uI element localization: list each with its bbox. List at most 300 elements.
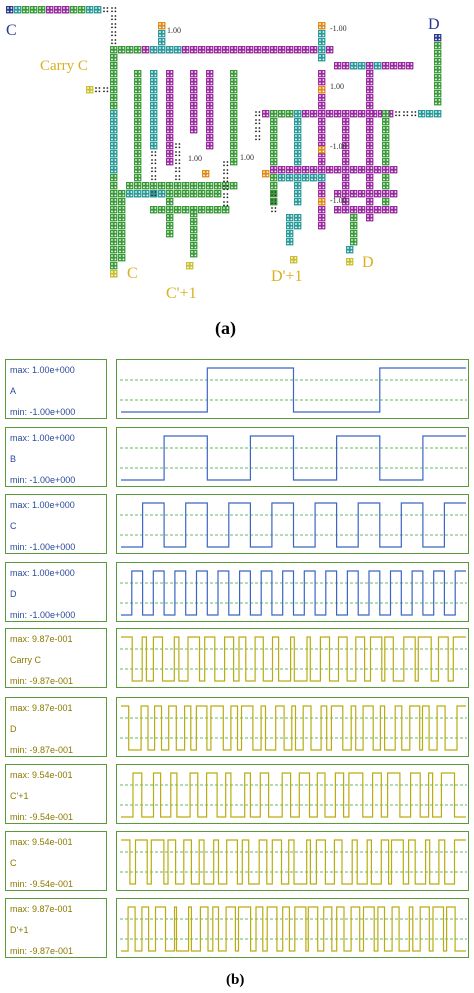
qca-cell bbox=[214, 46, 221, 53]
qca-cell bbox=[318, 54, 325, 61]
signal-waveform-box bbox=[116, 831, 469, 891]
qca-cell bbox=[206, 78, 213, 85]
signal-max: max: 9.87e-001 bbox=[10, 634, 73, 644]
qca-cell bbox=[366, 198, 373, 205]
signal-max: max: 9.87e-001 bbox=[10, 703, 73, 713]
crossover-dot bbox=[255, 123, 257, 125]
crossover-dot bbox=[179, 167, 181, 169]
crossover-dot bbox=[155, 191, 157, 193]
crossover-dot bbox=[275, 211, 277, 213]
qca-cell bbox=[150, 70, 157, 77]
qca-cell bbox=[270, 158, 277, 165]
qca-cell bbox=[134, 70, 141, 77]
qca-cell bbox=[342, 126, 349, 133]
qca-cell bbox=[134, 182, 141, 189]
qca-cell bbox=[150, 110, 157, 117]
qca-cell bbox=[182, 190, 189, 197]
fixed-value: 1.00 bbox=[188, 154, 202, 163]
qca-cell bbox=[110, 214, 117, 221]
qca-cell bbox=[262, 46, 269, 53]
crossover-dot bbox=[227, 165, 229, 167]
qca-cell bbox=[190, 78, 197, 85]
crossover-dot bbox=[227, 161, 229, 163]
qca-cell bbox=[342, 110, 349, 117]
qca-cell bbox=[110, 134, 117, 141]
qca-cell bbox=[230, 182, 237, 189]
crossover-dot bbox=[259, 119, 261, 121]
crossover-dot bbox=[151, 159, 153, 161]
crossover-dot bbox=[259, 139, 261, 141]
qca-cell bbox=[350, 222, 357, 229]
qca-cell bbox=[166, 142, 173, 149]
qca-cell bbox=[134, 142, 141, 149]
qca-cell bbox=[110, 222, 117, 229]
crossover-dot bbox=[411, 115, 413, 117]
crossover-dot bbox=[227, 169, 229, 171]
qca-cell bbox=[110, 246, 117, 253]
qca-cell bbox=[206, 134, 213, 141]
qca-cell bbox=[118, 230, 125, 237]
crossover-dot bbox=[275, 199, 277, 201]
qca-cell bbox=[318, 126, 325, 133]
qca-cell bbox=[222, 46, 229, 53]
qca-cell bbox=[318, 158, 325, 165]
qca-cell bbox=[318, 110, 325, 117]
signal-min: min: -9.54e-001 bbox=[10, 879, 74, 889]
signal-info-box bbox=[5, 494, 107, 554]
qca-cell bbox=[202, 170, 209, 177]
qca-cell bbox=[150, 182, 157, 189]
qca-cell bbox=[110, 86, 117, 93]
qca-cell bbox=[134, 150, 141, 157]
crossover-dot bbox=[115, 27, 117, 29]
qca-cell bbox=[182, 182, 189, 189]
crossover-dot bbox=[255, 111, 257, 113]
qca-cell bbox=[366, 102, 373, 109]
signal-min: min: -1.00e+000 bbox=[10, 475, 76, 485]
qca-cell bbox=[134, 118, 141, 125]
qca-cell bbox=[46, 6, 53, 13]
signal-info-box bbox=[5, 764, 107, 824]
qca-cell bbox=[134, 166, 141, 173]
qca-cell bbox=[230, 110, 237, 117]
crossover-dot bbox=[399, 115, 401, 117]
qca-cell bbox=[150, 190, 157, 197]
qca-cell bbox=[382, 118, 389, 125]
crossover-dot bbox=[111, 11, 113, 13]
crossover-dot bbox=[151, 151, 153, 153]
qca-cell bbox=[358, 166, 365, 173]
qca-cell bbox=[174, 190, 181, 197]
qca-cell bbox=[434, 42, 441, 49]
crossover-dot bbox=[259, 127, 261, 129]
qca-cell bbox=[294, 214, 301, 221]
signal-name: B bbox=[10, 454, 17, 464]
label-carry-c: Carry C bbox=[40, 58, 88, 74]
qca-cell bbox=[434, 34, 441, 41]
crossover-dot bbox=[175, 163, 177, 165]
qca-cell bbox=[270, 110, 277, 117]
crossover-dot bbox=[223, 173, 225, 175]
qca-cell bbox=[342, 158, 349, 165]
qca-cell bbox=[142, 190, 149, 197]
qca-cell bbox=[118, 254, 125, 261]
crossover-dot bbox=[407, 111, 409, 113]
qca-cell bbox=[382, 198, 389, 205]
signal-min: min: -9.87e-001 bbox=[10, 676, 74, 686]
qca-cell bbox=[366, 174, 373, 181]
qca-cell bbox=[286, 214, 293, 221]
qca-cell bbox=[150, 126, 157, 133]
qca-cell bbox=[366, 62, 373, 69]
crossover-dot bbox=[175, 171, 177, 173]
qca-cell bbox=[398, 62, 405, 69]
qca-cell bbox=[86, 6, 93, 13]
qca-cell bbox=[190, 250, 197, 257]
qca-cell bbox=[294, 190, 301, 197]
qca-cell bbox=[374, 166, 381, 173]
qca-cell bbox=[118, 46, 125, 53]
qca-cell bbox=[150, 78, 157, 85]
qca-cell bbox=[118, 214, 125, 221]
signal-max: max: 1.00e+000 bbox=[10, 568, 75, 578]
qca-cell bbox=[190, 110, 197, 117]
label-output-d: D bbox=[362, 254, 374, 271]
fixed-value: -1.00 bbox=[330, 142, 347, 151]
signal-info-box bbox=[5, 562, 107, 622]
qca-cell bbox=[310, 46, 317, 53]
qca-cell bbox=[134, 86, 141, 93]
qca-cell bbox=[358, 62, 365, 69]
qca-cell bbox=[294, 198, 301, 205]
qca-cell bbox=[426, 110, 433, 117]
qca-cell bbox=[222, 206, 229, 213]
qca-cell bbox=[38, 6, 45, 13]
qca-cell bbox=[118, 206, 125, 213]
signal-min: min: -9.54e-001 bbox=[10, 812, 74, 822]
qca-cell bbox=[206, 190, 213, 197]
signal-max: max: 1.00e+000 bbox=[10, 365, 75, 375]
crossover-dot bbox=[115, 39, 117, 41]
qca-cell bbox=[230, 78, 237, 85]
crossover-dot bbox=[107, 87, 109, 89]
qca-cell bbox=[334, 206, 341, 213]
crossover-dot bbox=[179, 143, 181, 145]
qca-cell bbox=[118, 198, 125, 205]
qca-cell bbox=[246, 46, 253, 53]
signal-waveform-box bbox=[116, 494, 469, 554]
qca-cell bbox=[342, 182, 349, 189]
qca-cell bbox=[434, 90, 441, 97]
qca-cell bbox=[366, 166, 373, 173]
qca-cell bbox=[174, 46, 181, 53]
qca-cell bbox=[342, 150, 349, 157]
qca-cell bbox=[278, 46, 285, 53]
label-output-c: C bbox=[127, 265, 138, 282]
fixed-value: -1.00 bbox=[330, 196, 347, 205]
crossover-dot bbox=[107, 91, 109, 93]
qca-cell bbox=[110, 166, 117, 173]
qca-cell bbox=[110, 62, 117, 69]
qca-cell bbox=[238, 46, 245, 53]
qca-cell bbox=[358, 110, 365, 117]
qca-cell bbox=[318, 118, 325, 125]
qca-cell bbox=[318, 166, 325, 173]
qca-cell bbox=[78, 6, 85, 13]
crossover-dot bbox=[151, 167, 153, 169]
qca-cell bbox=[110, 142, 117, 149]
crossover-dot bbox=[107, 11, 109, 13]
qca-cell bbox=[382, 142, 389, 149]
signal-min: min: -9.87e-001 bbox=[10, 745, 74, 755]
qca-cell bbox=[318, 30, 325, 37]
qca-cell bbox=[166, 214, 173, 221]
crossover-dot bbox=[175, 147, 177, 149]
qca-cell bbox=[342, 134, 349, 141]
signal-name: C bbox=[10, 521, 17, 531]
signal-max: max: 9.54e-001 bbox=[10, 837, 73, 847]
qca-cell bbox=[110, 190, 117, 197]
waveform-trace bbox=[121, 706, 466, 750]
crossover-dot bbox=[179, 179, 181, 181]
crossover-dot bbox=[223, 181, 225, 183]
crossover-dot bbox=[403, 115, 405, 117]
qca-cell bbox=[206, 46, 213, 53]
crossover-dot bbox=[155, 195, 157, 197]
qca-cell bbox=[382, 190, 389, 197]
qca-cell bbox=[166, 86, 173, 93]
qca-cell bbox=[326, 46, 333, 53]
qca-cell bbox=[126, 182, 133, 189]
qca-cell bbox=[150, 118, 157, 125]
qca-cell bbox=[206, 102, 213, 109]
waveform-trace bbox=[121, 571, 466, 615]
signal-waveform-box bbox=[116, 427, 469, 487]
qca-cell bbox=[294, 182, 301, 189]
qca-cell bbox=[346, 258, 353, 265]
qca-cell bbox=[110, 206, 117, 213]
qca-cell bbox=[134, 158, 141, 165]
crossover-dot bbox=[175, 179, 177, 181]
qca-cell bbox=[110, 70, 117, 77]
qca-cell bbox=[366, 110, 373, 117]
qca-cell bbox=[166, 46, 173, 53]
qca-cell bbox=[366, 206, 373, 213]
crossover-dot bbox=[179, 171, 181, 173]
qca-cell bbox=[350, 62, 357, 69]
qca-cell bbox=[366, 158, 373, 165]
qca-cell bbox=[158, 206, 165, 213]
crossover-dot bbox=[227, 181, 229, 183]
crossover-dot bbox=[271, 199, 273, 201]
qca-cell bbox=[118, 246, 125, 253]
qca-cell bbox=[134, 190, 141, 197]
qca-cell bbox=[230, 142, 237, 149]
crossover-dot bbox=[111, 27, 113, 29]
qca-cell bbox=[278, 166, 285, 173]
crossover-dot bbox=[403, 111, 405, 113]
qca-cell bbox=[278, 110, 285, 117]
qca-cell bbox=[150, 94, 157, 101]
qca-cell bbox=[190, 94, 197, 101]
qca-cell bbox=[110, 54, 117, 61]
qca-cell bbox=[110, 150, 117, 157]
qca-cell bbox=[286, 238, 293, 245]
qca-cell bbox=[230, 134, 237, 141]
qca-cell bbox=[366, 94, 373, 101]
qca-cell bbox=[434, 98, 441, 105]
qca-cell bbox=[366, 214, 373, 221]
qca-cell bbox=[30, 6, 37, 13]
signal-min: min: -1.00e+000 bbox=[10, 542, 76, 552]
qca-cell bbox=[418, 110, 425, 117]
qca-cell bbox=[110, 174, 117, 181]
qca-cell bbox=[278, 174, 285, 181]
qca-cell bbox=[350, 166, 357, 173]
qca-cell bbox=[142, 46, 149, 53]
crossover-dot bbox=[415, 111, 417, 113]
qca-cell bbox=[286, 166, 293, 173]
crossover-dot bbox=[223, 169, 225, 171]
qca-cell bbox=[206, 182, 213, 189]
crossover-dot bbox=[115, 19, 117, 21]
qca-cell bbox=[214, 206, 221, 213]
qca-cell bbox=[62, 6, 69, 13]
qca-cell bbox=[222, 182, 229, 189]
qca-cell bbox=[158, 30, 165, 37]
qca-cell bbox=[318, 222, 325, 229]
qca-cell bbox=[366, 182, 373, 189]
qca-cell bbox=[366, 142, 373, 149]
label-output-c1: C'+1 bbox=[166, 285, 197, 302]
crossover-dot bbox=[275, 207, 277, 209]
qca-cell bbox=[294, 110, 301, 117]
signal-info-box bbox=[5, 359, 107, 419]
crossover-dot bbox=[179, 175, 181, 177]
qca-cell bbox=[134, 102, 141, 109]
qca-cell bbox=[214, 190, 221, 197]
crossover-dot bbox=[255, 139, 257, 141]
label-input-c: C bbox=[6, 22, 17, 39]
qca-cell bbox=[166, 70, 173, 77]
qca-cell bbox=[110, 262, 117, 269]
qca-cell bbox=[198, 46, 205, 53]
qca-cell bbox=[118, 222, 125, 229]
qca-cell bbox=[434, 58, 441, 65]
qca-cell bbox=[318, 174, 325, 181]
qca-cell bbox=[230, 126, 237, 133]
qca-cell bbox=[190, 70, 197, 77]
crossover-dot bbox=[115, 11, 117, 13]
qca-cell bbox=[318, 182, 325, 189]
qca-cell bbox=[110, 198, 117, 205]
crossover-dot bbox=[223, 177, 225, 179]
crossover-dot bbox=[227, 185, 229, 187]
qca-cell bbox=[126, 46, 133, 53]
crossover-dot bbox=[111, 35, 113, 37]
label-input-d: D bbox=[428, 16, 440, 33]
qca-cell bbox=[110, 78, 117, 85]
qca-cell bbox=[206, 94, 213, 101]
qca-cell bbox=[318, 146, 325, 153]
qca-cell bbox=[270, 198, 277, 205]
crossover-dot bbox=[115, 35, 117, 37]
signal-min: min: -1.00e+000 bbox=[10, 610, 76, 620]
qca-cell bbox=[110, 110, 117, 117]
waveform-trace bbox=[121, 840, 466, 884]
qca-cell bbox=[230, 118, 237, 125]
qca-cell bbox=[206, 118, 213, 125]
qca-cell bbox=[182, 46, 189, 53]
signal-name: Carry C bbox=[10, 655, 41, 665]
qca-cell bbox=[158, 182, 165, 189]
signal-name: D bbox=[10, 724, 17, 734]
qca-cell bbox=[230, 94, 237, 101]
crossover-dot bbox=[175, 151, 177, 153]
signal-info-box bbox=[5, 427, 107, 487]
qca-cell bbox=[166, 182, 173, 189]
crossover-dot bbox=[255, 127, 257, 129]
waveform-trace bbox=[121, 637, 466, 681]
qca-cell bbox=[166, 110, 173, 117]
qca-cell bbox=[166, 134, 173, 141]
crossover-dot bbox=[407, 115, 409, 117]
qca-cell bbox=[134, 94, 141, 101]
qca-cell bbox=[318, 190, 325, 197]
qca-cell bbox=[286, 174, 293, 181]
crossover-dot bbox=[115, 15, 117, 17]
crossover-dot bbox=[99, 87, 101, 89]
qca-cell bbox=[294, 126, 301, 133]
qca-cell bbox=[190, 210, 197, 217]
qca-cell bbox=[382, 126, 389, 133]
qca-cell bbox=[318, 134, 325, 141]
qca-cell bbox=[342, 118, 349, 125]
qca-cell bbox=[230, 158, 237, 165]
qca-cell bbox=[326, 110, 333, 117]
crossover-dot bbox=[179, 163, 181, 165]
qca-cell bbox=[270, 166, 277, 173]
qca-cell bbox=[14, 6, 21, 13]
crossover-dot bbox=[411, 111, 413, 113]
qca-cell bbox=[286, 46, 293, 53]
crossover-dot bbox=[151, 175, 153, 177]
qca-cell bbox=[150, 206, 157, 213]
qca-cell bbox=[382, 166, 389, 173]
qca-cell bbox=[166, 78, 173, 85]
qca-cell bbox=[350, 214, 357, 221]
qca-cell bbox=[326, 166, 333, 173]
qca-cell bbox=[166, 198, 173, 205]
qca-cell bbox=[182, 206, 189, 213]
qca-cell bbox=[294, 174, 301, 181]
qca-cell bbox=[434, 50, 441, 57]
qca-cell bbox=[382, 150, 389, 157]
crossover-dot bbox=[151, 171, 153, 173]
qca-cell bbox=[374, 190, 381, 197]
crossover-dot bbox=[111, 15, 113, 17]
crossover-dot bbox=[103, 11, 105, 13]
qca-cell bbox=[206, 206, 213, 213]
qca-cell bbox=[390, 62, 397, 69]
qca-cell bbox=[318, 214, 325, 221]
qca-cell bbox=[294, 222, 301, 229]
qca-cell bbox=[158, 190, 165, 197]
crossover-dot bbox=[155, 171, 157, 173]
qca-cell bbox=[270, 46, 277, 53]
crossover-dot bbox=[223, 193, 225, 195]
signal-name: C'+1 bbox=[10, 791, 29, 801]
